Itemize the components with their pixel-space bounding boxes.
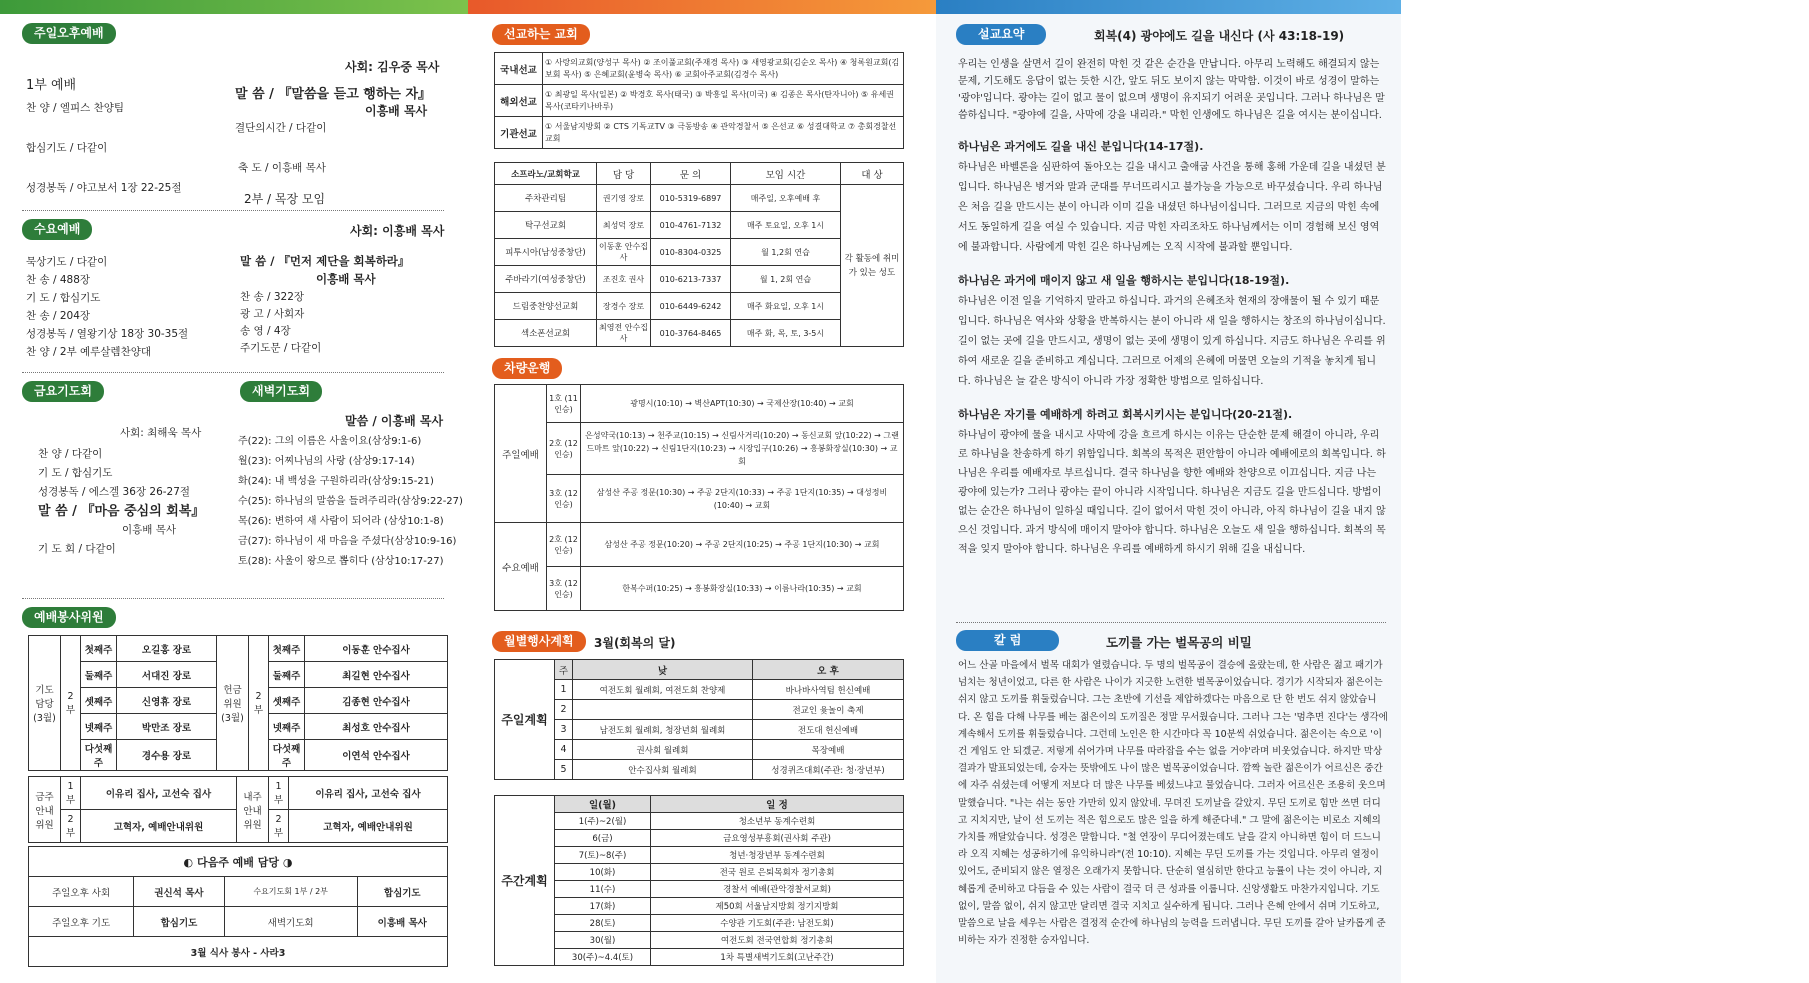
- club-phone: 010-6449-6242: [651, 293, 731, 320]
- mission-type: 국내선교: [495, 53, 543, 85]
- servants-table: [28, 635, 448, 771]
- servant-name: 최성호 안수집사: [305, 714, 448, 740]
- duty-label: 새벽기도회: [224, 907, 357, 937]
- club-header: 소프라노/교회학교: [495, 163, 597, 185]
- weekly-date: 30(월): [555, 932, 651, 949]
- club-name: 섹소폰선교회: [495, 320, 597, 347]
- sermon-paragraph: 하나님은 이전 일을 기억하지 말라고 하십니다. 과거의 은혜조차 현재의 장애물이 될 수 있기 때문입니다. 하나님은 역사와 상황을 반복하시는 분이 아니라 새 일을 행하시는 창조의 하나님이십니다. 길이 없는 곳에 길을 만드시고, 생명이 없는 곳에 생명이 있게 하십니다. 지금도 하나님은 우리를 위하여 새로운 길을 준비하고 계십니다. 그러므로 어제의 은혜에 머물면 오늘의 기적을 놓치게 됩니다. 하나님은 늘 같은 방식이 아니라 가장 정확한 방법으로 일하십니다.: [958, 296, 1386, 387]
- meal-service: 3월 식사 봉사 - 사라3: [29, 937, 448, 967]
- club-header: 대 상: [841, 163, 904, 185]
- servant-name: 최길현 안수집사: [305, 662, 448, 688]
- plan-day: 권사회 월례회: [573, 740, 753, 760]
- plan-day: 남전도회 월례회, 청장년회 월례회: [573, 720, 753, 740]
- guide-part: 2부: [269, 810, 289, 843]
- wed-preacher: 이흥배 목사: [316, 272, 376, 286]
- sunday-part2: 2부 / 목장 모임: [244, 192, 326, 206]
- plan-header: 오 후: [753, 660, 904, 680]
- car-title: 차량운행: [492, 358, 562, 379]
- plan-label: 주간계획: [495, 796, 555, 966]
- mission-type: 해외선교: [495, 85, 543, 117]
- club-leader: 이동훈 안수집사: [597, 239, 651, 266]
- week-cell: 첫째주: [81, 636, 117, 662]
- servant-name: 경수용 장로: [117, 740, 217, 771]
- dawn-day: 주(22): 그의 이름은 사울이요(삼상9:1-6): [238, 436, 422, 447]
- divider: [22, 372, 444, 373]
- plan-week: 4: [555, 740, 573, 760]
- club-target: 각 활동에 취미가 있는 성도: [841, 185, 904, 347]
- fri-line: 기 도 회 / 다같이: [38, 543, 116, 555]
- sermon-heading: 하나님은 과거에도 길을 내신 분입니다(14-17절).: [958, 140, 1204, 153]
- sunday-preacher: 이흥배 목사: [365, 104, 428, 118]
- car-route: 삼성산 주공 정문(10:20) → 주공 2단지(10:25) → 주공 1단지(10:30) → 교회: [581, 523, 904, 567]
- next-week-table: [28, 846, 448, 967]
- club-leader: 권기영 장로: [597, 185, 651, 212]
- duty-label: 주일오후 사회: [29, 877, 134, 907]
- club-phone: 010-3764-8465: [651, 320, 731, 347]
- sermon-title: 회복(4) 광야에도 길을 내신다 (사 43:18-19): [1094, 29, 1345, 43]
- plan-label: 주일계획: [495, 660, 555, 780]
- sunday-bible: 성경봉독 / 야고보서 1장 22-25절: [26, 182, 182, 194]
- dawn-day: 금(27): 하나님이 새 마음을 주셨다(삼상10:9-16): [238, 536, 457, 547]
- mission-column: [468, 0, 936, 983]
- sunday-unison: 합심기도 / 다같이: [26, 142, 108, 154]
- sunday-plan-table: [494, 659, 904, 780]
- mission-list: ① 서울남지방회 ② CTS 기독교TV ③ 극동방송 ④ 관악경찰서 ⑤ 은선교 ⑥ 성결대학교 ⑦ 총회경찰선교회: [543, 117, 904, 149]
- sunday-sermon: 말 씀 / 『말씀을 듣고 행하는 자』: [235, 87, 432, 102]
- club-phone: 010-8304-0325: [651, 239, 731, 266]
- car-route: 삼성산 주공 정문(10:30) → 주공 2단지(10:33) → 주공 1단지(10:35) → 대성정비(10:40) → 교회: [581, 475, 904, 523]
- servant-name: 김종현 안수집사: [305, 688, 448, 714]
- column-title: 도끼를 가는 벌목공의 비밀: [1106, 635, 1252, 650]
- weekly-event: 전국 원로 은퇴목회자 정기총회: [651, 864, 904, 881]
- week-cell: 다섯째주: [269, 740, 305, 771]
- servant-name: 박만조 장로: [117, 714, 217, 740]
- mission-list: ① 최광일 목사(일본) ② 박경호 목사(태국) ③ 박흥일 목사(미국) ④ 김종은 목사(탄자니아) ⑤ 유세권 목사(코타키나바루): [543, 85, 904, 117]
- week-cell: 셋째주: [81, 688, 117, 714]
- plan-day: 안수집사회 월례회: [573, 760, 753, 780]
- sermon-paragraph: 하나님은 바벨론을 심판하여 돌아오는 길을 내시고 출애굽 사건을 통해 홍해 가운데 길을 내셨던 분입니다. 하나님은 병거와 말과 군대를 무너뜨리시고 불가능을 가능으로 바꾸셨습니다. 우리 하나님은 처음 길을 만드시는 분이 아니라 이미 길을 내셨던 하나님이십니다. 그러므로 지금의 막힌 속에서도 동일하게 길을 여실 수 있습니다. 지금 막힌 자리조차도 하나님께서는 이미 경험해 보신 영역에 불과합니다. 사람에게 막힌 길은 하나님께는 오직 시작에 불과할 뿐입니다.: [958, 162, 1386, 253]
- plan-afternoon: 목장예배: [753, 740, 904, 760]
- plan-week: 2: [555, 700, 573, 720]
- sermon-paragraph: 하나님이 광야에 물을 내시고 사막에 강을 흐르게 하시는 이유는 단순한 문제 해결이 아니라, 우리로 하나님을 찬송하게 하기 위함입니다. 회복의 목적은 편안함이 아니라 예배에로의 회복입니다. 하나님은 우리를 예배자로 부르십니다. 결국 하나님을 향한 예배와 찬양으로 이끄십니다. 지금 나는 광야에 있는가? 그러나 광야는 끝이 아니라 시작입니다. 하나님은 지금도 길을 만드십니다. 방법이 없는 순간은 하나님이 일하실 때입니다. 길이 없어서 막힌 것이 아니라, 아직 하나님이 길을 내지 않으신 것입니다. 과거 방식에 매이지 말아야 합니다. 하나님은 오늘도 새 일을 행하십니다. 회복의 목적을 잊지 말아야 합니다. 하나님은 우리를 예배하게 하시기 위해 길을 내십니다.: [958, 430, 1386, 555]
- car-number: 1호 (11인승): [547, 385, 581, 423]
- orange-top-bar: [468, 0, 936, 14]
- fri-line: 성경봉독 / 에스겔 36장 26-27절: [38, 486, 191, 498]
- duty-label: 수요기도회 1부 / 2부: [224, 877, 357, 907]
- club-header: 담 당: [597, 163, 651, 185]
- weekly-event: 제50회 서울남지방회 정기지방회: [651, 898, 904, 915]
- fri-line: 이흥배 목사: [122, 524, 177, 536]
- weekly-date: 10(화): [555, 864, 651, 881]
- plan-day: [573, 700, 753, 720]
- sunday-part: 1부 예배: [26, 78, 77, 93]
- offering-part: 2부: [249, 636, 269, 771]
- dawn-day: 화(24): 내 백성을 구원하리라(삼상9:15-21): [238, 476, 434, 487]
- weekly-event: 경찰서 예배(관악경찰서교회): [651, 881, 904, 898]
- club-name: 탁구선교회: [495, 212, 597, 239]
- wed-right-line: 주기도문 / 다같이: [240, 342, 322, 354]
- club-leader: 조진호 권사: [597, 266, 651, 293]
- servant-name: 신영휴 장로: [117, 688, 217, 714]
- fri-line: 찬 양 / 다같이: [38, 448, 103, 460]
- club-phone: 010-5319-6897: [651, 185, 731, 212]
- club-name: 드림중찬양선교회: [495, 293, 597, 320]
- guide-names: 이유리 집사, 고선숙 집사: [289, 777, 448, 810]
- weekly-event: 청년·청장년부 동계수련회: [651, 847, 904, 864]
- fri-lines: [38, 445, 204, 559]
- worship-column: [0, 0, 468, 983]
- club-leader: 최영전 안수집사: [597, 320, 651, 347]
- duty-person: 이흥배 목사: [357, 907, 447, 937]
- weekly-plan-table: [494, 795, 904, 966]
- servant-name: 이연석 안수집사: [305, 740, 448, 771]
- duty-label: 주일오후 기도: [29, 907, 134, 937]
- guide2-label: 내주 안내 위원: [237, 777, 269, 843]
- club-leader: 최성덕 장로: [597, 212, 651, 239]
- fri-host: 사회: 최해욱 목사: [120, 427, 202, 439]
- wed-right-line: 찬 송 / 322장: [240, 291, 305, 303]
- weekly-event: 수양관 기도회(주관: 남전도회): [651, 915, 904, 932]
- sunday-praise: 찬 양 / 엘피스 찬양팀: [26, 102, 125, 114]
- mission-type: 기관선교: [495, 117, 543, 149]
- wed-right-line: 광 고 / 사회자: [240, 308, 305, 320]
- wed-line: 찬 송 / 488장: [26, 274, 91, 286]
- club-leader: 장경수 장로: [597, 293, 651, 320]
- wed-line: 찬 양 / 2부 예루살렘찬양대: [26, 346, 151, 358]
- fri-line: 기 도 / 합심기도: [38, 467, 113, 479]
- sunday-bless: 축 도 / 이흥배 목사: [238, 162, 326, 174]
- guide-table: [28, 776, 448, 843]
- mission-table: [494, 52, 904, 149]
- plan-week: 1: [555, 680, 573, 700]
- sermon-heading: 하나님은 자기를 예배하게 하려고 회복시키시는 분입니다(20-21절).: [958, 408, 1293, 421]
- mission-title: 선교하는 교회: [492, 24, 590, 45]
- servant-name: 서대진 장로: [117, 662, 217, 688]
- sermon-label: 설교요약: [956, 24, 1046, 45]
- club-time: 월 1, 2회 연습: [731, 266, 841, 293]
- weekly-date: 30(주)~4.4(토): [555, 949, 651, 966]
- car-table: [494, 384, 904, 611]
- weekly-date: 6(금): [555, 830, 651, 847]
- club-name: 주차관리팀: [495, 185, 597, 212]
- plan-week: 3: [555, 720, 573, 740]
- plan-header: 일 정: [651, 796, 904, 813]
- wed-right-line: 송 영 / 4장: [240, 325, 291, 337]
- car-route: 광명시(10:10) → 벽산APT(10:30) → 국제산장(10:40) → 교회: [581, 385, 904, 423]
- week-cell: 둘째주: [81, 662, 117, 688]
- servant-name: 오길홍 장로: [117, 636, 217, 662]
- car-service: 주일예배: [495, 385, 547, 523]
- column-body: 어느 산골 마을에서 벌목 대회가 열렸습니다. 두 명의 벌목공이 결승에 올랐는데, 한 사람은 젊고 패기가 넘치는 청년이었고, 다른 한 사람은 나이가 지긋한 노련한 벌목공이었습니다. 경기가 시작되자 젊은이는 쉬지 않고 도끼를 휘둘렀습니다. 그는 초반에 기선을 제압하겠다는 마음으로 단 한 번도 쉬지 않았습니다. 온 힘을 다해 나무를 베는 젊은이의 도끼질은 정말 무서웠습니다. 그러나 그는 '멈추면 진다'는 생각에 계속해서 도끼를 휘둘렀습니다. 그런데 노인은 한 시간마다 꼭 10분씩 쉬었습니다. 젊은이는 속으로 '이건 게임도 안 되겠군. 저렇게 쉬어가며 나무를 따라잡을 수는 없을 거야'라며 비웃었습니다. 하지만 막상 결과가 발표되었는데, 승자는 뜻밖에도 나이 많은 벌목공이었습니다. 깜짝 놀란 젊은이가 어르신은 중간에 자주 쉬셨는데 어떻게 저보다 더 많은 나무를 베셨느냐고 물었습니다. 그러자 어르신은 조용히 웃으며 말했습니다. "나는 쉬는 동안 가만히 있지 않았네. 무뎌진 도끼날을 갈았지. 무딘 도끼로 힘만 쓰면 더디고 지치지만, 날이 선 도끼는 적은 힘으로도 많은 일을 하게 해준다네." 그 말에 젊은이는 비로소 지혜의 가치를 깨달았습니다. 성경은 말합니다. "철 연장이 무디어졌는데도 날을 갈지 아니하면 힘이 더 드느니라 오직 지혜는 성공하기에 유익하니라"(전 10:10). 지혜는 무딘 도끼를 가는 것입니다. 아무리 열정이 있어도, 준비되지 않은 열정은 오래가지 못합니다. 단순히 열심히만 한다고 능률이 나는 것이 아니라, 지혜롭게 준비하고 다듬을 수 있는 사람이 결국 더 큰 성과를 이룹니다. 신앙생활도 마찬가지입니다. 기도 없이, 말씀 없이, 쉬지 않고만 달리면 결국 지치고 실수하게 됩니다. 그러나 은혜 안에서 쉬며 기도하고, 말씀으로 날을 세우는 사람은 결정적 순간에 하나님의 능력을 드러냅니다. 무딘 도끼를 갈아 날카롭게 준비하는 자가 진정한 승자입니다.: [958, 660, 1388, 947]
- weekly-event: 금요영성부흥회(권사회 주관): [651, 830, 904, 847]
- car-number: 3호 (12인승): [547, 567, 581, 611]
- club-table: [494, 162, 904, 347]
- duty-person: 권신석 목사: [134, 877, 224, 907]
- club-time: 매주 화요일, 오후 1시: [731, 293, 841, 320]
- sunday-decision: 결단의시간 / 다같이: [235, 122, 327, 134]
- sermon-heading: 하나님은 과거에 매이지 않고 새 일을 행하시는 분입니다(18-19절).: [958, 274, 1290, 287]
- week-cell: 다섯째주: [81, 740, 117, 771]
- guide1-label: 금주 안내 위원: [29, 777, 61, 843]
- weekly-date: 7(토)~8(주): [555, 847, 651, 864]
- weekly-date: 28(토): [555, 915, 651, 932]
- guide-names: 고혁자, 예배안내위원: [289, 810, 448, 843]
- dawn-days: [238, 432, 463, 572]
- green-top-bar: [0, 0, 468, 14]
- divider: [22, 210, 444, 211]
- duty-person: 합심기도: [357, 877, 447, 907]
- car-route: 한복수퍼(10:25) → 흥봉화장실(10:33) → 이름나라(10:35) → 교회: [581, 567, 904, 611]
- weekly-date: 17(화): [555, 898, 651, 915]
- club-phone: 010-6213-7337: [651, 266, 731, 293]
- plan-week: 5: [555, 760, 573, 780]
- wed-line: 묵상기도 / 다같이: [26, 256, 108, 268]
- blue-top-bar: [936, 0, 1401, 14]
- monthly-title: 월별행사계획: [492, 631, 586, 652]
- dawn-word: 말씀 / 이흥배 목사: [345, 414, 444, 428]
- wed-line: 성경봉독 / 열왕기상 18장 30-35절: [26, 328, 189, 340]
- monthly-month: 3월(회복의 달): [594, 636, 676, 650]
- next-week-title: ◐ 다음주 예배 담당 ◑: [29, 847, 448, 877]
- plan-afternoon: 전도대 헌신예배: [753, 720, 904, 740]
- weekly-date: 11(수): [555, 881, 651, 898]
- club-phone: 010-4761-7132: [651, 212, 731, 239]
- guide-part: 1부: [61, 777, 81, 810]
- fri-line: 말 씀 / 『마음 중심의 회복』: [38, 504, 205, 519]
- car-number: 2호 (12인승): [547, 423, 581, 475]
- offering-label: 헌금 위원 (3월): [217, 636, 249, 771]
- prayer-label: 기도 담당 (3월): [29, 636, 61, 771]
- guide-names: 이유리 집사, 고선숙 집사: [81, 777, 237, 810]
- week-cell: 첫째주: [269, 636, 305, 662]
- weekly-date: 1(주)~2(월): [555, 813, 651, 830]
- duty-person: 합심기도: [134, 907, 224, 937]
- guide-names: 고혁자, 예배안내위원: [81, 810, 237, 843]
- club-name: 주바라기(여성중창단): [495, 266, 597, 293]
- fri-title: 금요기도회: [22, 381, 104, 402]
- plan-header: 일(월): [555, 796, 651, 813]
- divider: [22, 598, 444, 599]
- week-cell: 넷째주: [81, 714, 117, 740]
- plan-header: 낮: [573, 660, 753, 680]
- divider: [956, 622, 1386, 623]
- guide-part: 1부: [269, 777, 289, 810]
- sunday-host: 사회: 김우중 목사: [345, 60, 440, 74]
- dawn-day: 목(26): 변하여 새 사람이 되어라 (삼상10:1-8): [238, 516, 444, 527]
- car-number: 2호 (12인승): [547, 523, 581, 567]
- prayer-part: 2부: [61, 636, 81, 771]
- plan-header: 주: [555, 660, 573, 680]
- club-time: 매주 토요일, 오후 1시: [731, 212, 841, 239]
- dawn-day: 수(25): 하나님의 말씀을 들려주리라(삼상9:22-27): [238, 496, 463, 507]
- plan-afternoon: 바나바사역팀 헌신예배: [753, 680, 904, 700]
- sermon-column: [936, 0, 1401, 983]
- club-time: 월 1,2회 연습: [731, 239, 841, 266]
- plan-afternoon: 전교인 윷놀이 축제: [753, 700, 904, 720]
- wed-line: 찬 송 / 204장: [26, 310, 91, 322]
- wed-host: 사회: 이흥배 목사: [350, 224, 445, 238]
- sermon-body: [958, 56, 1388, 559]
- car-service: 수요예배: [495, 523, 547, 611]
- club-time: 매주일, 오후예배 후: [731, 185, 841, 212]
- servants-title: 예배봉사위원: [22, 607, 116, 628]
- dawn-day: 토(28): 사울이 왕으로 뽑히다 (삼상10:17-27): [238, 556, 444, 567]
- dawn-day: 월(23): 어찌나님의 사랑 (삼상9:17-14): [238, 456, 415, 467]
- mission-list: ① 사랑의교회(양성구 목사) ② 조이풀교회(주재경 목사) ③ 새영광교회(김순오 목사) ④ 청록원교회(김보회 목사) ⑤ 은혜교회(윤병숙 목사) ⑥ 교회아주교회(김경수 목사): [543, 53, 904, 85]
- car-route: 은성약국(10:13) → 천주교(10:15) → 신림사거리(10:20) → 동신교회 앞(10:22) → 그랜드마트 앞(10:22) → 신림1단지(10:23) → 시장입구(10:26) → 흥봉화장실(10:30) → 교회: [581, 423, 904, 475]
- plan-day: 여전도회 월례회, 여전도회 찬양제: [573, 680, 753, 700]
- wed-title: 수요예배: [22, 219, 92, 240]
- plan-afternoon: 성경퀴즈대회(주관: 청·장년부): [753, 760, 904, 780]
- weekly-event: 1차 특별새벽기도회(고난주간): [651, 949, 904, 966]
- servant-name: 이동훈 안수집사: [305, 636, 448, 662]
- weekly-event: 청소년부 동계수련회: [651, 813, 904, 830]
- club-header: 모임 시간: [731, 163, 841, 185]
- club-header: 문 의: [651, 163, 731, 185]
- car-number: 3호 (12인승): [547, 475, 581, 523]
- club-time: 매주 화, 목, 토, 3-5시: [731, 320, 841, 347]
- sermon-paragraph: 우리는 인생을 살면서 길이 완전히 막힌 것 같은 순간을 만납니다. 아무리 노력해도 해결되지 않는 문제, 기도해도 응답이 없는 듯한 시간, 앞도 뒤도 보이지 않는 막막함. 이것이 바로 성경이 말하는 '광야'입니다. 광야는 길이 없고 물이 없으며 생명이 유지되기 어려운 곳입니다. 그러나 하나님은 말씀하십니다. "광야에 길을, 사막에 강을 내리라." 막힌 인생에도 하나님은 길을 여시는 분이십니다.: [958, 59, 1385, 121]
- week-cell: 넷째주: [269, 714, 305, 740]
- wed-right-lines: [240, 289, 321, 357]
- week-cell: 셋째주: [269, 688, 305, 714]
- week-cell: 둘째주: [269, 662, 305, 688]
- column-label: 칼 럼: [956, 630, 1059, 651]
- sunday-title: 주일오후예배: [22, 23, 116, 44]
- weekly-event: 여전도회 전국연합회 정기총회: [651, 932, 904, 949]
- dawn-title: 새벽기도회: [240, 381, 322, 402]
- wed-sermon: 말 씀 / 『먼저 제단을 회복하라』: [240, 254, 410, 268]
- wed-lines: [26, 253, 188, 361]
- wed-line: 기 도 / 합심기도: [26, 292, 101, 304]
- club-name: 피투시아(남성중창단): [495, 239, 597, 266]
- guide-part: 2부: [61, 810, 81, 843]
